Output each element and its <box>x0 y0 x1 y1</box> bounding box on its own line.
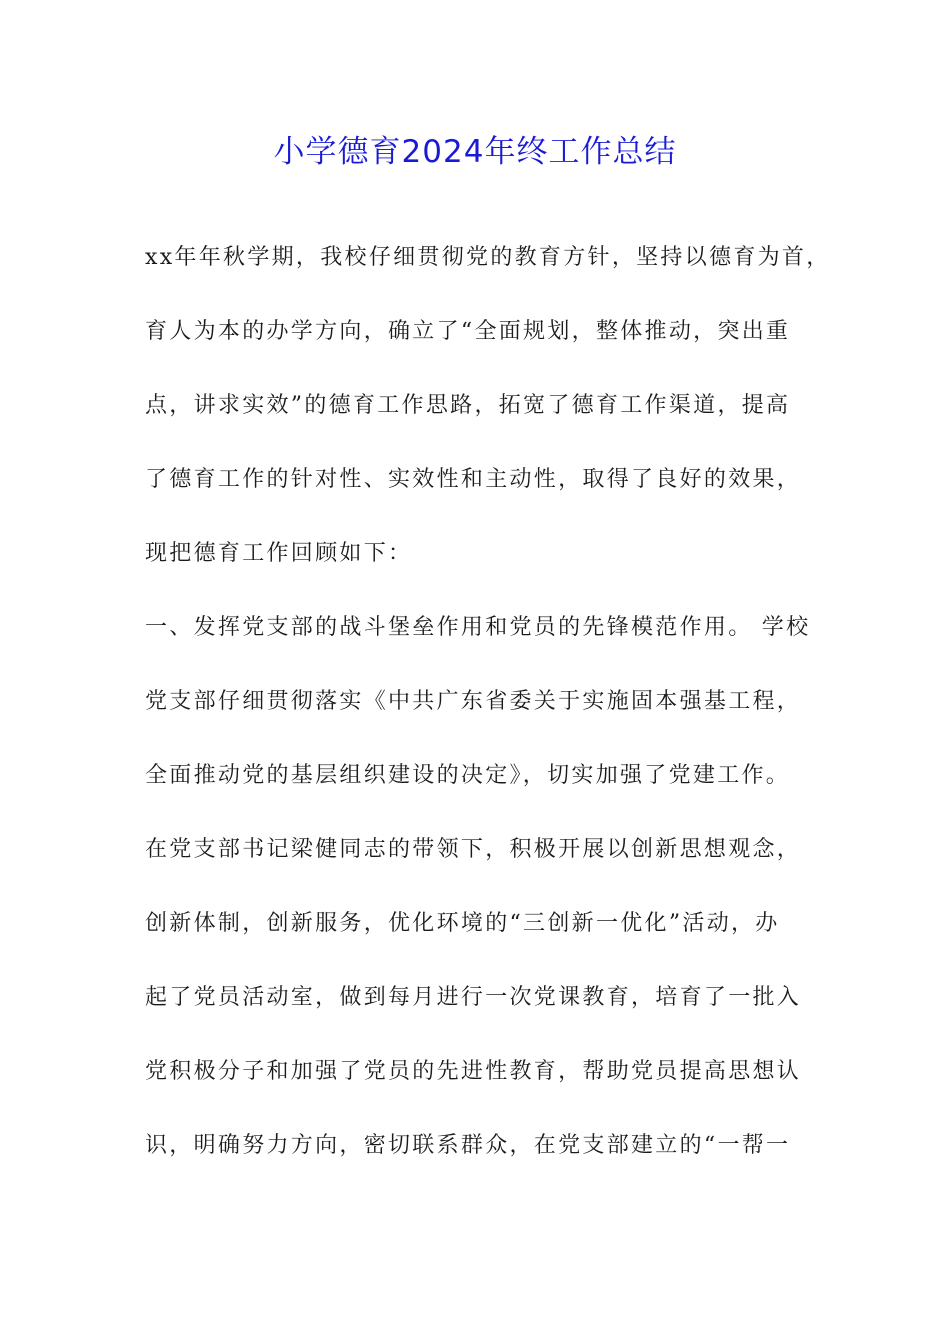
body-line-6: 一、发挥党支部的战斗堡垒作用和党员的先锋模范作用。 学校 <box>145 615 811 640</box>
body-line-2: 育人为本的办学方向，确立了“全面规划，整体推动，突出重 <box>145 319 791 344</box>
body-line-5: 现把德育工作回顾如下： <box>145 541 413 566</box>
body-line-10: 创新体制，创新服务，优化环境的“三创新一优化”活动，办 <box>145 911 780 936</box>
document-body <box>145 236 831 1198</box>
body-line-13: 识，明确努力方向，密切联系群众，在党支部建立的“一帮一 <box>145 1133 791 1158</box>
document-title: 小学德育2024年终工作总结 <box>273 134 677 170</box>
body-line-7: 党支部仔细贯彻落实《中共广东省委关于实施固本强基工程， <box>145 689 802 714</box>
body-line-12: 党积极分子和加强了党员的先进性教育，帮助党员提高思想认 <box>145 1059 802 1084</box>
body-line-4: 了德育工作的针对性、实效性和主动性，取得了良好的效果， <box>145 467 802 492</box>
body-line-3: 点，讲求实效”的德育工作思路，拓宽了德育工作渠道，提高 <box>145 393 791 418</box>
body-line-11: 起了党员活动室，做到每月进行一次党课教育，培育了一批入 <box>145 985 802 1010</box>
body-line-1: xx年年秋学期，我校仔细贯彻党的教育方针，坚持以德育为首， <box>145 245 831 270</box>
body-line-8: 全面推动党的基层组织建设的决定》，切实加强了党建工作。 <box>145 763 791 788</box>
body-line-9: 在党支部书记梁健同志的带领下，积极开展以创新思想观念， <box>145 837 802 862</box>
